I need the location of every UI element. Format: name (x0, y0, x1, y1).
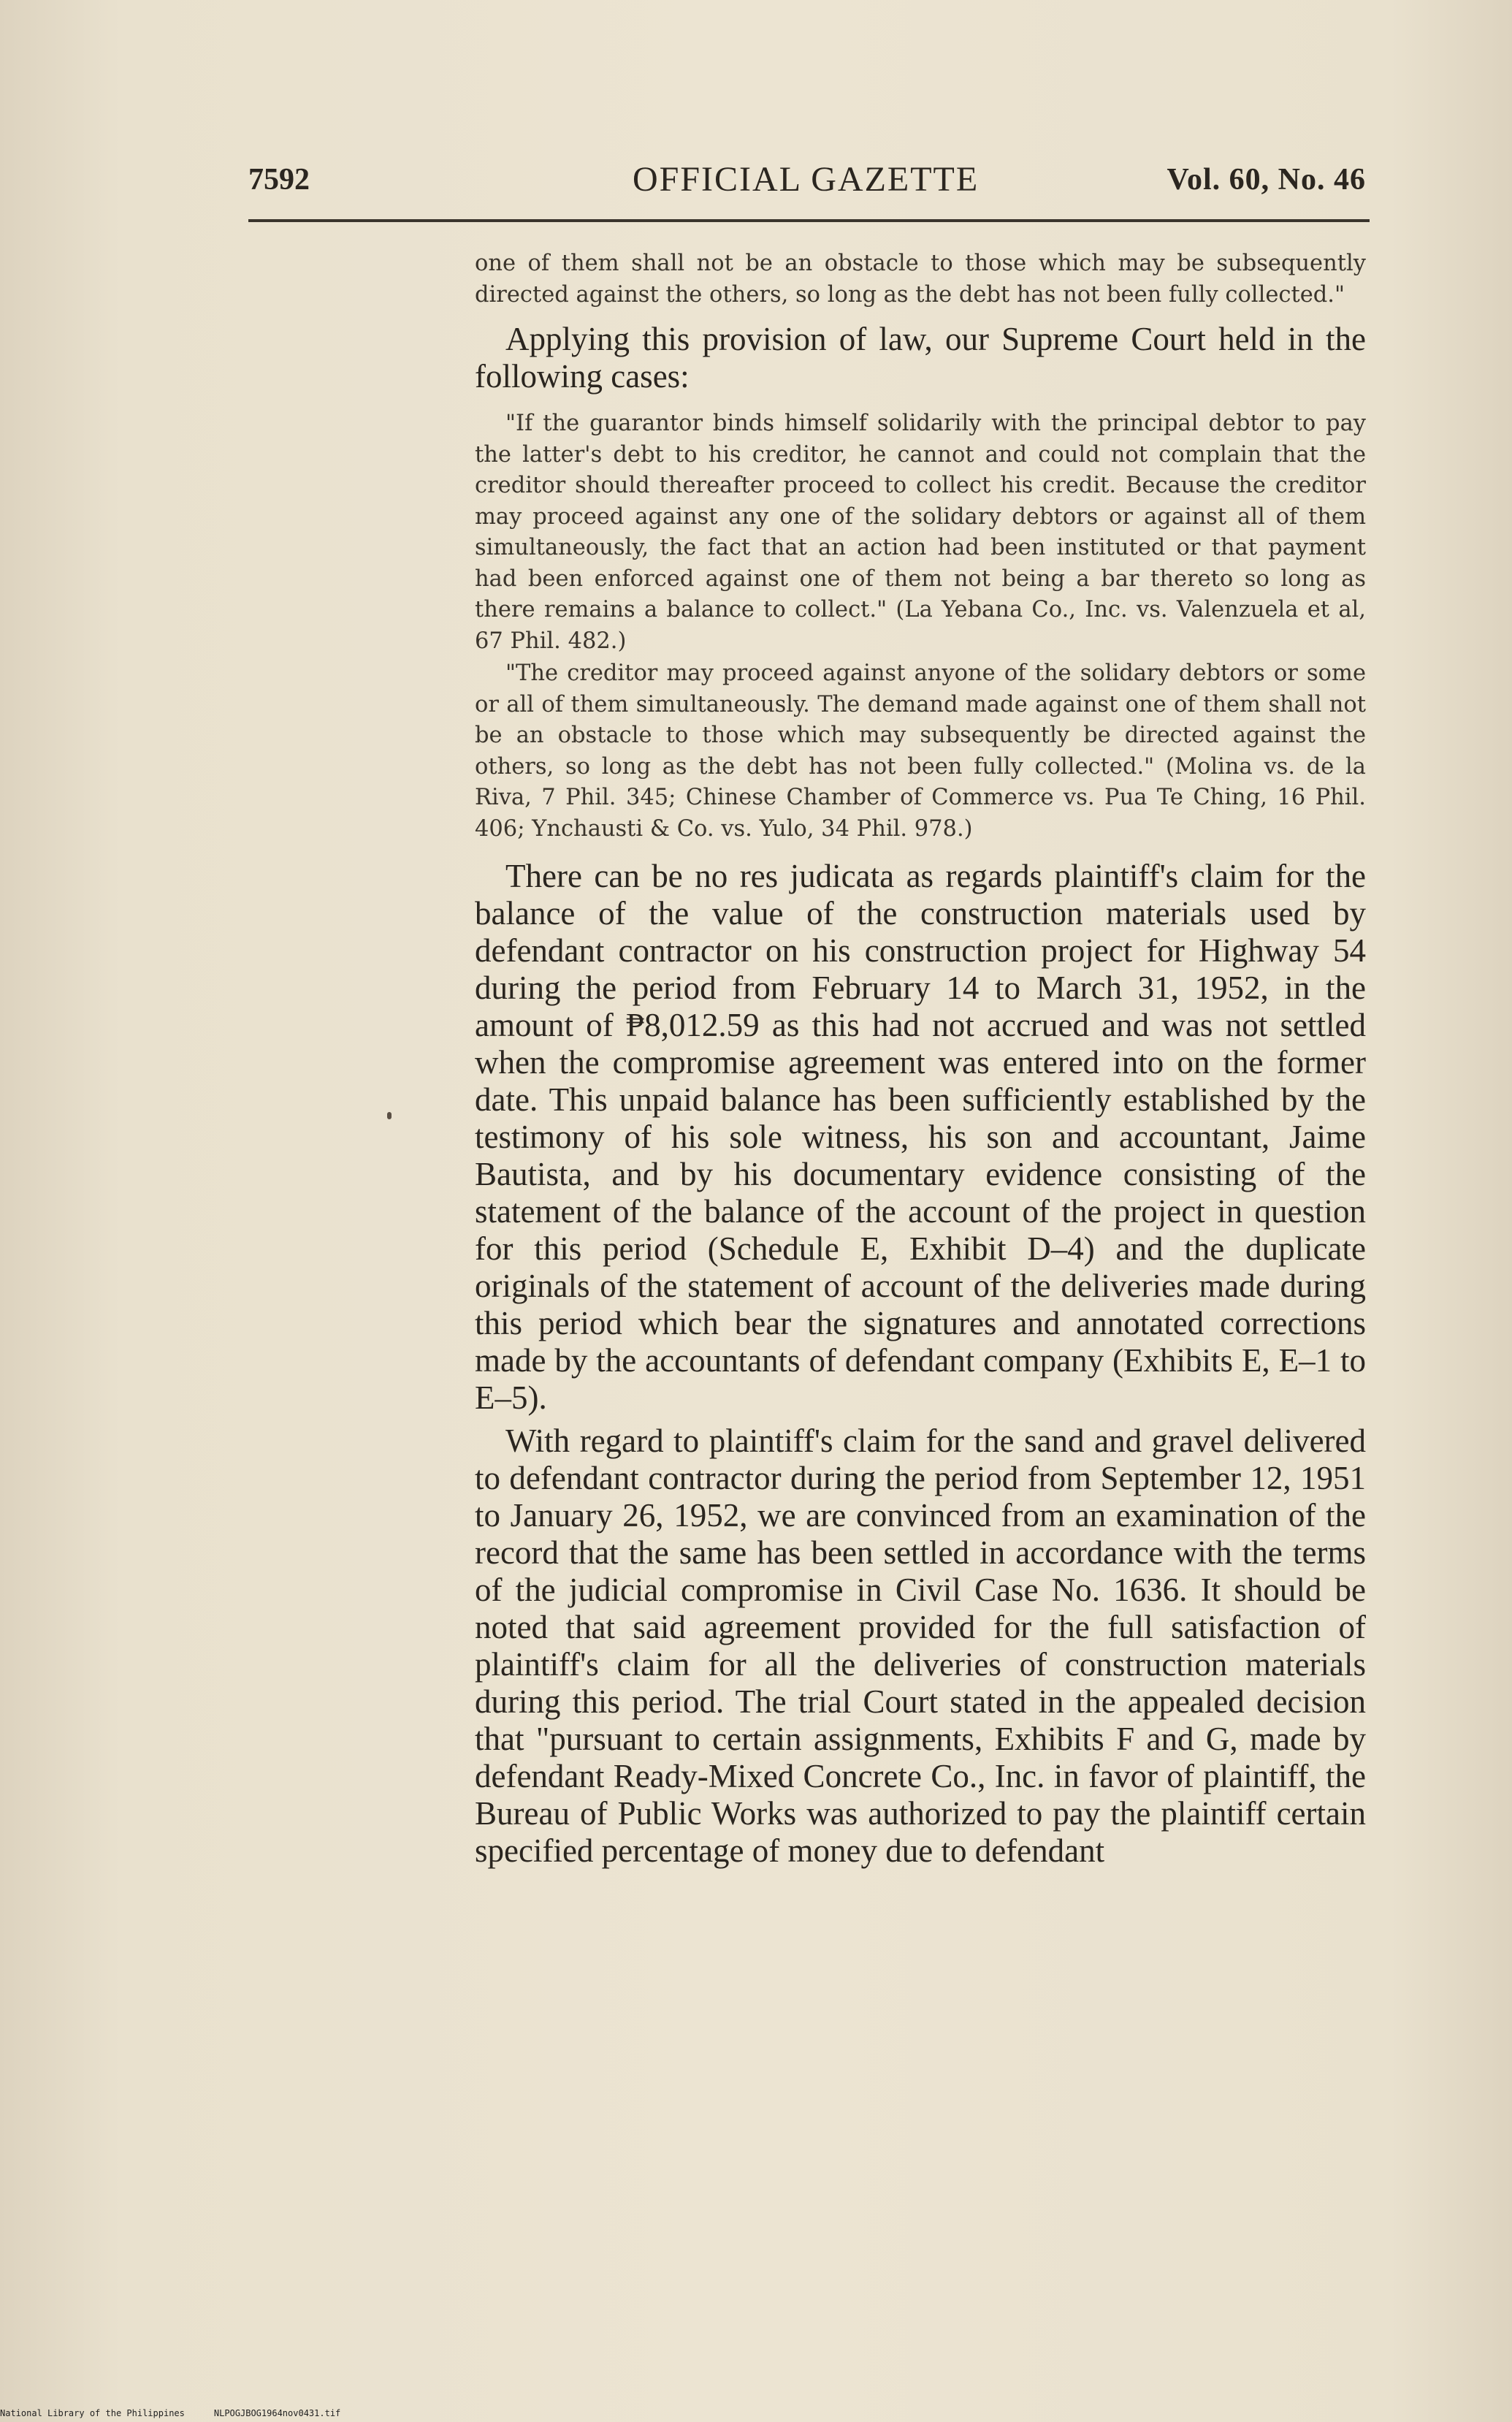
margin-mark (387, 1112, 392, 1119)
paragraph-intro: Applying this provision of law, our Supreme Court held in the following cases: (475, 321, 1366, 395)
header-rule (248, 219, 1370, 222)
body-text (475, 248, 1366, 1870)
publication-title: OFFICIAL GAZETTE (633, 160, 980, 199)
block-quote-2: "The creditor may proceed against anyone of the solidary debtors or some or all of them simultaneously. The demand made against one of them shall not be an obstacle to those which may subsequently be directed against the others, so long as the debt has not been fully collected." (Molina vs. de la Riva, 7 Phil. 345; Chinese Chamber of Commerce vs. Pua Te Ching, 16 Phil. 406; Ynchausti & Co. vs. Yulo, 34 Phil. 978.) (475, 660, 1366, 842)
quote-continuation: one of them shall not be an obstacle to those which may be subsequently directed against the others, so long as the debt has not been fully collected." (475, 251, 1366, 308)
block-quote-1: "If the guarantor binds himself solidarily with the principal debtor to pay the latter's debt to his creditor, he cannot and could not complain that the creditor should thereafter proceed to collect his credit. Because the creditor may proceed against any one of the solidary debtors or against all of them simultaneously, the fact that an action had been instituted or that payment had been enforced against one of them not being a bar thereto so long as there remains a balance to collect." (La Yebana Co., Inc. vs. Valenzuela et al, 67 Phil. 482.) (475, 411, 1366, 654)
footer-library: National Library of the Philippines (0, 2408, 185, 2418)
footer-filename: NLPOGJBOG1964nov0431.tif (213, 2408, 341, 2418)
scan-footer (0, 2408, 370, 2418)
paragraph-res-judicata: There can be no res judicata as regards plaintiff's claim for the balance of the value of the construction materials used by defendant contractor on his construction project for Highway 54 during the period from February 14 to March 31, 1952, in the amount of ₱8,012.59 as this had not accrued and was not settled when the compromise agreement was entered into on the former date. This unpaid balance has been sufficiently established by the testimony of his sole witness, his son and accountant, Jaime Bautista, and by his documentary evidence consisting of the statement of the balance of the account of the project in question for this period (Schedule E, Exhibit D–4) and the duplicate originals of the statement of account of the deliveries made during this period which bear the signatures and annotated corrections made by the accountants of defendant company (Exhibits E, E–1 to E–5). (475, 858, 1366, 1416)
paragraph-sand-gravel: With regard to plaintiff's claim for the sand and gravel delivered to defendant contractor during the period from September 12, 1951 to January 26, 1952, we are convinced from an examination of the record that the same has been settled in accordance with the terms of the judicial compromise in Civil Case No. 1636. It should be noted that said agreement provided for the full satisfaction of plaintiff's claim for all the deliveries of construction materials during this period. The trial Court stated in the appealed decision that "pursuant to certain assignments, Exhibits F and G, made by defendant Ready-Mixed Concrete Co., Inc. in favor of plaintiff, the Bureau of Public Works was authorized to pay the plaintiff certain specified percentage of money due to defendant (475, 1423, 1366, 1869)
running-header (248, 162, 1366, 206)
page-number: 7592 (248, 163, 310, 197)
volume-info: Vol. 60, No. 46 (1167, 163, 1366, 197)
